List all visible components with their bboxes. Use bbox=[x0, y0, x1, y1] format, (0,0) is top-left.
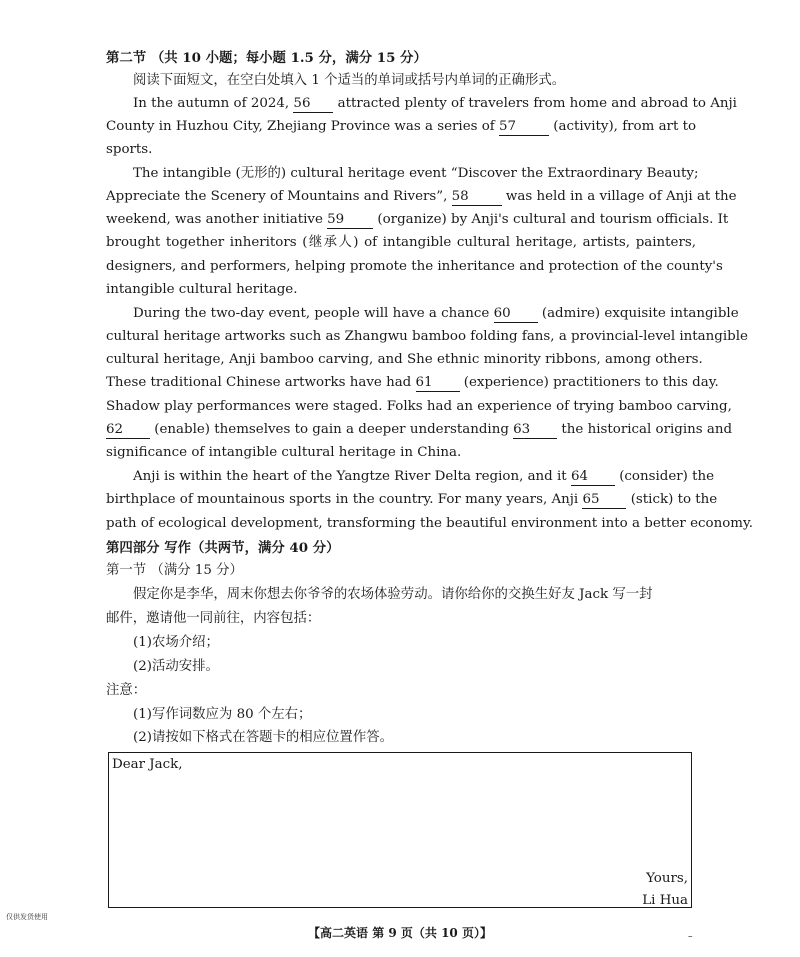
answer-box[interactable] bbox=[108, 752, 692, 908]
blank-59[interactable]: 59 bbox=[327, 212, 373, 229]
passage-line: These traditional Chinese artworks have had 61 (experience) practitioners to this day. bbox=[106, 375, 719, 390]
prompt-item: (2)活动安排。 bbox=[133, 659, 219, 674]
blank-60[interactable]: 60 bbox=[494, 306, 538, 323]
side-note: 仅供发货使用 bbox=[6, 913, 48, 921]
blank-64[interactable]: 64 bbox=[571, 469, 615, 486]
passage-line: 62 (enable) themselves to gain a deeper understanding 63 the historical origins and bbox=[106, 422, 733, 437]
passage-line: brought together inheritors (继承人) of intangible cultural heritage, artists, painters, bbox=[106, 235, 696, 250]
letter-greeting: Dear Jack, bbox=[112, 757, 183, 772]
section2-heading: 第二节 （共 10 小题；每小题 1.5 分，满分 15 分） bbox=[106, 50, 427, 66]
passage-line: weekend, was another initiative 59 (organize) by Anji's cultural and tourism officials. It bbox=[106, 212, 729, 227]
note-item: (2)请按如下格式在答题卡的相应位置作答。 bbox=[133, 730, 393, 745]
passage-line: intangible cultural heritage. bbox=[106, 282, 298, 297]
passage-line: birthplace of mountainous sports in the country. For many years, Anji 65 (stick) to the bbox=[106, 492, 718, 507]
letter-closing: Yours, bbox=[646, 871, 688, 886]
passage-line: Shadow play performances were staged. Folks had an experience of trying bamboo carving, bbox=[106, 399, 732, 414]
prompt-item: (1)农场介绍； bbox=[133, 635, 219, 650]
passage-line: sports. bbox=[106, 142, 153, 157]
passage-line: significance of intangible cultural heritage in China. bbox=[106, 445, 462, 460]
blank-65[interactable]: 65 bbox=[582, 492, 626, 509]
corner-mark: – bbox=[688, 932, 693, 942]
blank-57[interactable]: 57 bbox=[499, 119, 549, 136]
passage-line: The intangible (无形的) cultural heritage event “Discover the Extraordinary Beauty; bbox=[133, 166, 699, 181]
section2-instruction: 阅读下面短文，在空白处填入 1 个适当的单词或括号内单词的正确形式。 bbox=[133, 73, 566, 88]
note-item: (1)写作词数应为 80 个左右； bbox=[133, 707, 312, 722]
blank-61[interactable]: 61 bbox=[416, 375, 460, 392]
passage-line: designers, and performers, helping promote the inheritance and protection of the county's bbox=[106, 259, 723, 274]
letter-signature: Li Hua bbox=[642, 893, 688, 908]
writing-prompt: 假定你是李华，周末你想去你爷爷的农场体验劳动。请你给你的交换生好友 Jack 写一封 bbox=[133, 587, 653, 602]
passage-line: cultural heritage, Anji bamboo carving, and She ethnic minority ribbons, among others. bbox=[106, 352, 703, 367]
part4-section1-heading: 第一节 （满分 15 分） bbox=[106, 563, 243, 578]
note-label: 注意： bbox=[106, 683, 147, 698]
blank-63[interactable]: 63 bbox=[513, 422, 557, 439]
passage-line: Appreciate the Scenery of Mountains and Rivers”, 58 was held in a village of Anji at the bbox=[106, 189, 737, 204]
writing-prompt: 邮件，邀请他一同前往，内容包括： bbox=[106, 611, 321, 626]
passage-line: cultural heritage artworks such as Zhangwu bamboo folding fans, a provincial-level intangible bbox=[106, 329, 748, 344]
passage-line: path of ecological development, transforming the beautiful environment into a better economy. bbox=[106, 516, 753, 531]
passage-line: Anji is within the heart of the Yangtze River Delta region, and it 64 (consider) the bbox=[133, 469, 715, 484]
blank-56[interactable]: 56 bbox=[293, 96, 333, 113]
page-footer: 【高二英语 第 9 页（共 10 页）】 bbox=[308, 926, 492, 940]
blank-58[interactable]: 58 bbox=[452, 189, 502, 206]
part4-heading: 第四部分 写作（共两节，满分 40 分） bbox=[106, 540, 340, 556]
blank-62[interactable]: 62 bbox=[106, 422, 150, 439]
passage-line: County in Huzhou City, Zhejiang Province was a series of 57 (activity), from art to bbox=[106, 119, 697, 134]
passage-line: During the two-day event, people will have a chance 60 (admire) exquisite intangible bbox=[133, 306, 739, 321]
passage-line: In the autumn of 2024, 56 attracted plenty of travelers from home and abroad to Anji bbox=[133, 96, 737, 111]
